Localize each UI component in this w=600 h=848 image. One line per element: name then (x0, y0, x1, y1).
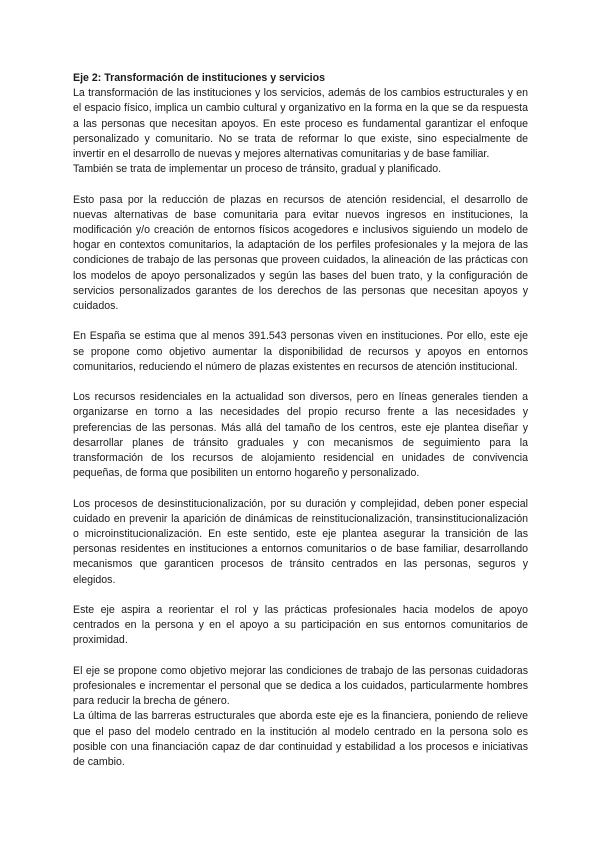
paragraph-7: Este eje aspira a reorientar el rol y las prácticas profesionales hacia modelos de apoyo centrados en la persona y en el apoyo a su participación en sus entornos comunitarios de proximidad. (73, 604, 528, 647)
paragraph-8: El eje se propone como objetivo mejorar las condiciones de trabajo de las personas cuidadoras profesionales e incrementar el personal que se dedica a los cuidados, particularmente hombres para reducir la brecha de género. (73, 664, 528, 708)
paragraph-9: La última de las barreras estructurales que aborda este eje es la financiera, poniendo de relieve que el paso del modelo centrado en la institución al modelo centrado en la persona solo es posible con una financiación capaz de dar continuidad y estabilidad a los procesos e iniciativas de cambio. (73, 710, 528, 769)
section-heading: Eje 2: Transformación de instituciones y servicios (73, 72, 325, 84)
paragraph-spacer (73, 588, 528, 603)
paragraph-spacer (73, 177, 528, 192)
paragraph-spacer (73, 314, 528, 329)
paragraph-spacer (73, 375, 528, 390)
paragraph-spacer (73, 481, 528, 496)
paragraph-2: También se trata de implementar un proceso de tránsito, gradual y planificado. (73, 163, 442, 176)
paragraph-4: En España se estima que al menos 391.543 personas viven en instituciones. Por ello, este eje se propone como objetivo aumentar la disponibilidad de recursos y apoyos en entornos comunitarios, reduciendo el número de plazas existentes en recursos de atención institucional. (73, 330, 528, 373)
paragraph-3: Esto pasa por la reducción de plazas en recursos de atención residencial, el desarrollo de nuevas alternativas de base comunitaria para evitar nuevos ingresos en instituciones, la modificación y/o creación de entornos físicos acogedores e inclusivos siguiendo un modelo de hogar en contextos comunitarios, la adaptación de los perfiles profesionales y la mejora de las condiciones de trabajo de las personas que proveen cuidados, la alineación de las prácticas con los modelos de apoyo personalizados y según las bases del buen trato, y la configuración de servicios personalizados garantes de los derechos de las personas que necesitan apoyos y cuidados. (73, 193, 528, 313)
document-body (73, 71, 528, 770)
paragraph-6: Los procesos de desinstitucionalización, por su duración y complejidad, deben poner especial cuidado en prevenir la aparición de dinámicas de reinstitucionalización, transinstitucionalización o microinstitucionalización. En este sentido, este eje plantea asegurar la transición de las personas residentes en instituciones a entornos comunitarios o de base familiar, desarrollando mecanismos que garanticen procesos de tránsito centrados en las personas, seguros y elegidos. (73, 497, 528, 586)
paragraph-spacer (73, 649, 528, 664)
paragraph-1: La transformación de las instituciones y los servicios, además de los cambios estructurales y en el espacio físico, implica un cambio cultural y organizativo en la forma en la que se da respuesta a las personas que necesitan apoyos. En este proceso es fundamental garantizar el enfoque personalizado y comunitario. No se trata de reformar lo que existe, sino especialmente de invertir en el desarrollo de nuevas y mejores alternativas comunitarias y de base familiar. (73, 87, 528, 161)
paragraph-5: Los recursos residenciales en la actualidad son diversos, pero en líneas generales tienden a organizarse en torno a las necesidades del propio recurso frente a las necesidades y preferencias de las personas. Más allá del tamaño de los centros, este eje plantea diseñar y desarrollar planes de tránsito graduales y con mecanismos de seguimiento para la transformación de los recursos de alojamiento residencial en unidades de convivencia pequeñas, de forma que posibiliten un entorno hogareño y personalizado. (73, 391, 528, 480)
